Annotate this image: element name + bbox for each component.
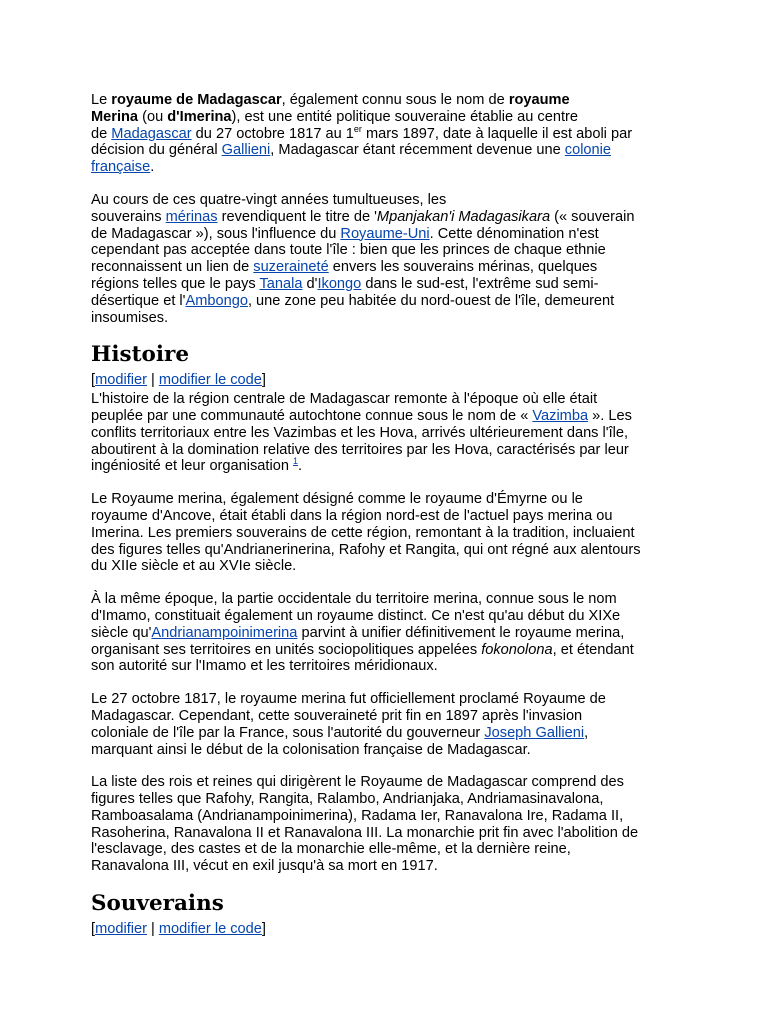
text: d'Imamo, constituait également un royaume distinct. Ce n'est qu'au début du XIXe bbox=[91, 607, 621, 624]
link-tanala[interactable]: Tanala bbox=[259, 275, 303, 292]
bold-term: royaume de Madagascar bbox=[111, 92, 282, 108]
link-gallieni[interactable]: Gallieni bbox=[221, 142, 271, 159]
modifier-link[interactable]: modifier bbox=[95, 921, 147, 938]
section-heading-histoire: Histoire bbox=[91, 342, 190, 368]
text: revendiquent le titre de ' bbox=[217, 208, 377, 225]
text: organisant ses territoires en unités sociopolitiques appelées bbox=[91, 641, 482, 658]
bracket: [ bbox=[91, 921, 96, 938]
link-madagascar[interactable]: Madagascar bbox=[111, 125, 192, 142]
article-body bbox=[91, 92, 681, 940]
text: ), est une entité politique souveraine établie au centre bbox=[231, 108, 578, 125]
text: cependant pas acceptée dans toute l'île : bien que les princes de chaque ethnie bbox=[91, 242, 606, 259]
text: Le bbox=[91, 92, 112, 108]
text: siècle qu' bbox=[91, 624, 152, 641]
text: , Madagascar étant récemment devenue une bbox=[270, 142, 565, 159]
bold-term: Merina bbox=[91, 108, 139, 125]
text: La liste des rois et reines qui dirigèrent le Royaume de Madagascar comprend des bbox=[91, 774, 624, 791]
text: , également connu sous le nom de bbox=[281, 92, 509, 108]
link-vazimba[interactable]: Vazimba bbox=[532, 407, 589, 424]
text: . bbox=[298, 458, 303, 475]
text: Au cours de ces quatre-vingt années tumultueuses, les bbox=[91, 191, 447, 208]
text: aboutirent à la domination relative des territoires par les Hova, caractérisés par leur bbox=[91, 441, 629, 458]
text: Ranavalona III, vécut en exil jusqu'à sa mort en 1917. bbox=[91, 858, 438, 875]
link-merinas[interactable]: mérinas bbox=[165, 208, 218, 225]
text: peuplée par une communauté autochtone connue sous le nom de « bbox=[91, 407, 533, 424]
histoire-paragraph-5 bbox=[91, 774, 681, 875]
text: coloniale de l'île par la France, sous l'autorité du gouverneur bbox=[91, 724, 485, 741]
text: souverains bbox=[91, 208, 166, 225]
text: décision du général bbox=[91, 142, 222, 159]
histoire-paragraph-2 bbox=[91, 491, 681, 575]
text: Rasoherina, Ranavalona II et Ranavalona III. La monarchie prit fin avec l'abolition de bbox=[91, 824, 639, 841]
separator: | bbox=[146, 921, 159, 938]
text: (« souverain bbox=[550, 208, 635, 225]
text: du 27 octobre 1817 au 1 bbox=[191, 125, 354, 142]
text: Madagascar. Cependant, cette souveraineté prit fin en 1897 après l'invasion bbox=[91, 707, 583, 724]
link-text: colonie bbox=[564, 142, 612, 159]
modifier-le-code-link[interactable]: modifier le code bbox=[158, 921, 262, 938]
separator: | bbox=[146, 372, 159, 389]
text: parvint à unifier définitivement le royaume merina, bbox=[297, 624, 625, 641]
text: (ou bbox=[138, 108, 168, 125]
text: royaume d'Ancove, était établi dans la région nord-est de l'actuel pays merina ou bbox=[91, 507, 613, 524]
intro-paragraph-1 bbox=[91, 92, 681, 176]
text: , une zone peu habitée du nord-ouest de l'île, demeurent bbox=[247, 292, 615, 309]
text: . bbox=[150, 159, 155, 176]
bold-term: d'Imerina bbox=[167, 108, 232, 125]
text: conflits territoriaux entre les Vazimbas et les Hova, arrivés ultérieurement dans l'île, bbox=[91, 424, 629, 441]
text: de Madagascar »), sous l'influence du bbox=[91, 225, 341, 242]
italic-title: Mpanjakan'i Madagasikara bbox=[376, 208, 551, 225]
section-heading-souverains: Souverains bbox=[91, 891, 224, 917]
text: son autorité sur l'Imamo et les territoires méridionaux. bbox=[91, 658, 438, 675]
superscript-er: er bbox=[353, 123, 362, 134]
modifier-link[interactable]: modifier bbox=[95, 372, 147, 389]
text: , et étendant bbox=[552, 641, 634, 658]
text: l'esclavage, des castes et de la monarchie elle-même, et la dernière reine, bbox=[91, 841, 571, 858]
link-text: française bbox=[91, 159, 151, 176]
text: Ramboasalama (Andrianampoinimerina), Radama Ier, Ranavalona Ire, Radama II, bbox=[91, 807, 624, 824]
link-royaume-uni[interactable]: Royaume-Uni bbox=[340, 225, 430, 242]
histoire-paragraph-1 bbox=[91, 391, 681, 475]
intro-paragraph-2 bbox=[91, 192, 681, 326]
bracket: ] bbox=[261, 921, 266, 938]
text: régions telles que le pays bbox=[91, 275, 260, 292]
text: de bbox=[91, 125, 112, 142]
text: ». Les bbox=[588, 407, 632, 424]
text: envers les souverains mérinas, quelques bbox=[328, 259, 598, 276]
link-ambongo[interactable]: Ambongo bbox=[185, 292, 248, 309]
text: Le Royaume merina, également désigné comme le royaume d'Émyrne ou le bbox=[91, 491, 583, 508]
text: figures telles que Rafohy, Rangita, Ralambo, Andrianjaka, Andriamasinavalona, bbox=[91, 791, 604, 808]
link-andrianampoinimerina[interactable]: Andrianampoinimerina bbox=[151, 624, 298, 641]
text: du XIIe siècle et au XVIe siècle. bbox=[91, 558, 297, 575]
text: marquant ainsi le début de la colonisation française de Madagascar. bbox=[91, 741, 531, 758]
text: Imerina. Les premiers souverains de cette région, remontant à la tradition, incluaient bbox=[91, 524, 635, 541]
histoire-paragraph-3 bbox=[91, 591, 681, 675]
link-joseph-gallieni[interactable]: Joseph Gallieni bbox=[484, 724, 585, 741]
italic-term: fokonolona bbox=[481, 641, 553, 658]
edit-links-histoire bbox=[91, 372, 681, 389]
text: des figures telles qu'Andrianerinerina, Rafohy et Rangita, qui ont régné aux alentours bbox=[91, 541, 641, 558]
histoire-paragraph-4 bbox=[91, 691, 681, 758]
text: L'histoire de la région centrale de Madagascar remonte à l'époque où elle était bbox=[91, 391, 598, 408]
text: ingéniosité et leur organisation bbox=[91, 458, 294, 475]
edit-links-souverains bbox=[91, 921, 681, 938]
text: mars 1897, date à laquelle il est aboli par bbox=[361, 125, 633, 142]
bold-term: royaume bbox=[508, 92, 570, 108]
text: À la même époque, la partie occidentale du territoire merina, connue sous le nom bbox=[91, 591, 617, 608]
text: , bbox=[584, 724, 589, 741]
text: dans le sud-est, l'extrême sud semi- bbox=[361, 275, 599, 292]
text: Le 27 octobre 1817, le royaume merina fut officiellement proclamé Royaume de bbox=[91, 691, 606, 708]
reference-link[interactable]: 1 bbox=[293, 456, 299, 467]
modifier-le-code-link[interactable]: modifier le code bbox=[158, 372, 262, 389]
text: reconnaissent un lien de bbox=[91, 259, 254, 276]
text: . Cette dénomination n'est bbox=[429, 225, 599, 242]
bracket: [ bbox=[91, 372, 96, 389]
text: désertique et l' bbox=[91, 292, 186, 309]
link-ikongo[interactable]: Ikongo bbox=[317, 275, 362, 292]
text: d' bbox=[302, 275, 318, 292]
bracket: ] bbox=[261, 372, 266, 389]
link-suzerainete[interactable]: suzeraineté bbox=[253, 259, 329, 276]
text: insoumises. bbox=[91, 309, 169, 326]
